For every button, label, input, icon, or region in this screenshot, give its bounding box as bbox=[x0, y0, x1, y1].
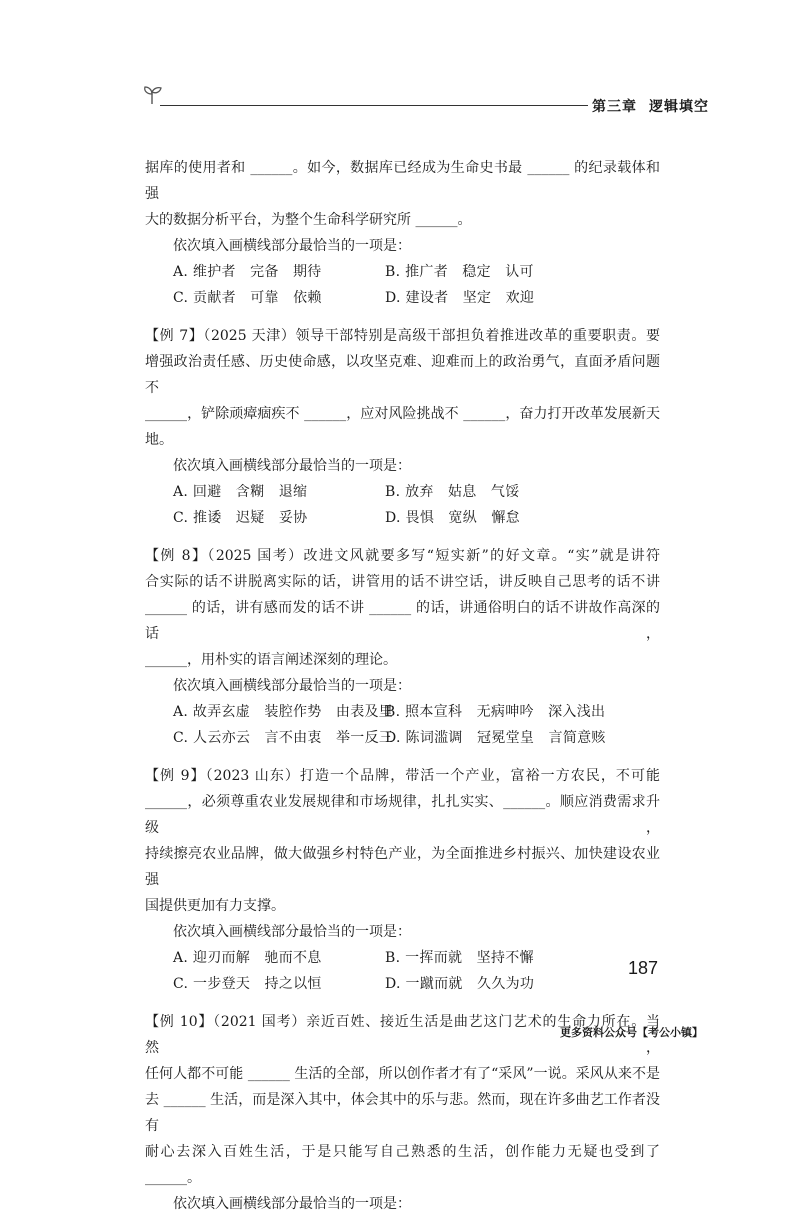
option-row bbox=[145, 285, 660, 311]
footer-note: 更多资料公众号【考公小镇】 bbox=[560, 1026, 703, 1039]
option-b: B. 一挥而就 坚持不懈 bbox=[385, 950, 534, 966]
option-row bbox=[145, 971, 660, 997]
paragraph-line: 合实际的话不讲脱离实际的话，讲管用的话不讲空话，讲反映自己思考的话不讲 bbox=[145, 574, 660, 590]
option-c: C. 一步登天 持之以恒 bbox=[173, 976, 322, 992]
page-number: 187 bbox=[628, 958, 659, 978]
example-block bbox=[145, 155, 660, 311]
paragraph-line: 【例 7】（2025 天津）领导干部特别是高级干部担负着推进改革的重要职责。要 bbox=[145, 328, 660, 344]
paragraph-line: 【例 10】（2021 国考）亲近百姓、接近生活是曲艺这门艺术的生命力所在。当然， bbox=[145, 1014, 660, 1056]
option-row bbox=[145, 945, 660, 971]
option-b: B. 照本宣科 无病呻吟 深入浅出 bbox=[385, 704, 606, 720]
paragraph-line: ______，用朴实的语言阐述深刻的理论。 bbox=[145, 652, 397, 668]
option-b: B. 放弃 姑息 气馁 bbox=[385, 484, 520, 500]
chapter-title: 逻辑填空 bbox=[649, 99, 709, 115]
paragraph-line: 【例 8】（2025 国考）改进文风就要多写“短实新”的好文章。“实”就是讲符 bbox=[145, 548, 660, 564]
paragraph-line: 【例 9】（2023 山东）打造一个品牌，带活一个产业，富裕一方农民，不可能 bbox=[145, 768, 660, 784]
header-rule bbox=[160, 105, 588, 106]
example-block bbox=[145, 1009, 660, 1217]
paragraph-line: 增强政治责任感、历史使命感，以攻坚克难、迎难而上的政治勇气，直面矛盾问题不 bbox=[145, 354, 660, 396]
paragraph-line: 据库的使用者和 ______。如今，数据库已经成为生命史书最 ______ 的纪录载体和强 bbox=[145, 160, 660, 202]
page-body bbox=[145, 155, 660, 1217]
paragraph-line: 大的数据分析平台，为整个生命科学研究所 ______。 bbox=[145, 212, 472, 228]
option-c: C. 贡献者 可靠 依赖 bbox=[173, 290, 322, 306]
question-prompt: 依次填入画横线部分最恰当的一项是： bbox=[173, 924, 411, 940]
option-d: D. 一蹴而就 久久为功 bbox=[385, 976, 535, 992]
option-list bbox=[145, 479, 660, 531]
option-d: D. 建设者 坚定 欢迎 bbox=[385, 290, 535, 306]
option-list bbox=[145, 259, 660, 311]
question-prompt: 依次填入画横线部分最恰当的一项是： bbox=[173, 238, 411, 254]
option-list bbox=[145, 699, 660, 751]
chapter-number: 第三章 bbox=[592, 99, 637, 115]
option-a: A. 回避 含糊 退缩 bbox=[173, 484, 308, 500]
example-block bbox=[145, 323, 660, 531]
option-c: C. 人云亦云 言不由衷 举一反三 bbox=[173, 730, 394, 746]
option-a: A. 故弄玄虚 装腔作势 由表及里 bbox=[173, 704, 394, 720]
option-row bbox=[145, 259, 660, 285]
question-prompt: 依次填入画横线部分最恰当的一项是： bbox=[173, 678, 411, 694]
paragraph-line: ______，铲除顽瘴痼疾不 ______，应对风险挑战不 ______，奋力打开改革发展新天地。 bbox=[145, 406, 660, 448]
paragraph-line: 任何人都不可能 ______ 生活的全部，所以创作者才有了“采风”一说。采风从来不是 bbox=[145, 1066, 660, 1082]
question-prompt: 依次填入画横线部分最恰当的一项是： bbox=[173, 458, 411, 474]
paragraph-line: ______ 的话，讲有感而发的话不讲 ______ 的话，讲通俗明白的话不讲故作高深的话， bbox=[145, 600, 660, 642]
option-a: A. 迎刃而解 驰而不息 bbox=[173, 950, 322, 966]
option-row bbox=[145, 725, 660, 751]
option-c: C. 推诿 迟疑 妥协 bbox=[173, 510, 308, 526]
example-block bbox=[145, 763, 660, 997]
option-a: A. 维护者 完备 期待 bbox=[173, 264, 322, 280]
paragraph-line: 持续擦亮农业品牌，做大做强乡村特色产业，为全面推进乡村振兴、加快建设农业强 bbox=[145, 846, 660, 888]
paragraph-line: ______，必须尊重农业发展规律和市场规律，扎扎实实、______。顺应消费需求升级， bbox=[145, 794, 660, 836]
option-d: D. 畏惧 宽纵 懈怠 bbox=[385, 510, 520, 526]
running-header bbox=[140, 82, 709, 122]
option-b: B. 推广者 稳定 认可 bbox=[385, 264, 534, 280]
example-block bbox=[145, 543, 660, 751]
option-row bbox=[145, 699, 660, 725]
option-list bbox=[145, 945, 660, 997]
option-d: D. 陈词滥调 冠冕堂皇 言简意赅 bbox=[385, 730, 606, 746]
option-row bbox=[145, 505, 660, 531]
paragraph-line: 去 ______ 生活，而是深入其中，体会其中的乐与悲。然而，现在许多曲艺工作者没有 bbox=[145, 1092, 660, 1134]
chapter-heading bbox=[592, 96, 709, 116]
paragraph-line: 国提供更加有力支撑。 bbox=[145, 898, 285, 914]
question-prompt: 依次填入画横线部分最恰当的一项是： bbox=[173, 1196, 411, 1212]
option-row bbox=[145, 479, 660, 505]
sprout-icon bbox=[140, 82, 164, 106]
paragraph-line: 耐心去深入百姓生活，于是只能写自己熟悉的生活，创作能力无疑也受到了 ______。 bbox=[145, 1144, 660, 1186]
